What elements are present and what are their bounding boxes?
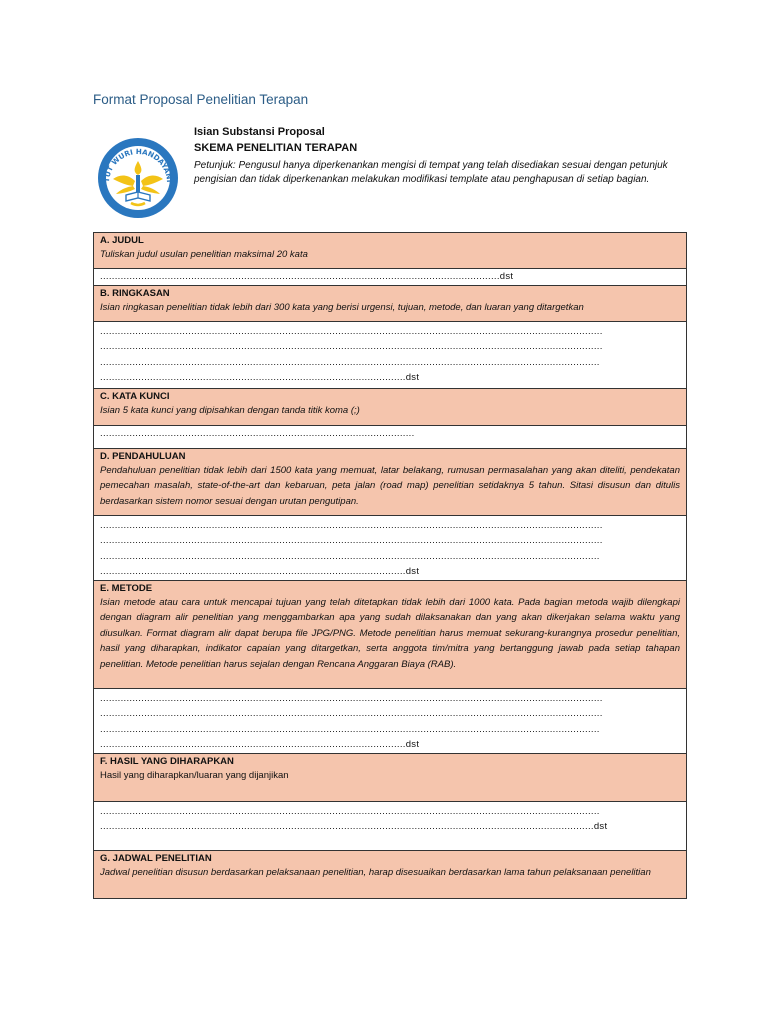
- section-hasil-fill[interactable]: [94, 801, 687, 850]
- section-pendahuluan: [94, 448, 687, 515]
- fill-line[interactable]: ...........................................................................................................................................................................: [100, 519, 603, 531]
- section-metode: [94, 580, 687, 688]
- fill-line[interactable]: ...........................................................................................................................................................................: [100, 708, 603, 719]
- section-title: E. METODE: [100, 582, 153, 594]
- document-title: Format Proposal Penelitian Terapan: [93, 92, 309, 107]
- form-scheme-title: SKEMA PENELITIAN TERAPAN: [194, 142, 358, 154]
- fill-line[interactable]: ........................................................................................................dst: [100, 566, 420, 577]
- section-ringkasan: [94, 285, 687, 321]
- section-title: A. JUDUL: [100, 235, 144, 246]
- section-hasil: [94, 753, 687, 801]
- fill-line[interactable]: ...........................................................................................................................................................................: [100, 341, 603, 352]
- section-jadwal: [94, 850, 687, 898]
- fill-line[interactable]: ...........................................................................................................: [100, 427, 415, 439]
- section-kata-kunci: [94, 388, 687, 425]
- section-title: G. JADWAL PENELITIAN: [100, 852, 212, 864]
- section-metode-fill[interactable]: [94, 688, 687, 753]
- section-instruction: Hasil yang diharapkan/luaran yang dijanjikan: [100, 769, 289, 781]
- form-subtitle: Isian Substansi Proposal: [194, 126, 325, 138]
- tut-wuri-handayani-logo: [95, 137, 181, 219]
- section-judul-fill[interactable]: [94, 269, 687, 286]
- section-judul: [94, 233, 687, 269]
- proposal-form-table: [93, 232, 687, 899]
- section-instruction: Isian 5 kata kunci yang dipisahkan dengan tanda titik koma (;): [100, 404, 360, 416]
- fill-line[interactable]: ..........................................................................................................................................................................: [100, 550, 600, 562]
- section-title: B. RINGKASAN: [100, 287, 170, 299]
- section-kata-kunci-fill[interactable]: [94, 425, 687, 448]
- section-pendahuluan-fill[interactable]: [94, 515, 687, 580]
- fill-line[interactable]: ...........................................................................................................................................................................: [100, 692, 603, 704]
- fill-line[interactable]: ..........................................................................................................................................................................: [100, 356, 600, 368]
- fill-line[interactable]: ........................................................................................................................................................................dst: [100, 821, 608, 832]
- fill-line[interactable]: ........................................................................................................dst: [100, 739, 420, 750]
- form-header: [194, 126, 689, 187]
- fill-line[interactable]: ...........................................................................................................................................................................: [100, 535, 603, 546]
- section-title: F. HASIL YANG DIHARAPKAN: [100, 755, 234, 767]
- section-instruction: Isian metode atau cara untuk mencapai tujuan yang telah ditetapkan tidak lebih dari 1000 kata. Pada bagian metoda wajib dilengkapi dengan diagram alir penelitian yang menggambarkan apa yang sudah dilaksanakan dan yang akan dikerjakan selama waktu yang diusulkan. Format diagram alir dapat berupa file JPG/PNG. Metode penelitian harus memuat sekurang-kurangnya prosedur penelitian, hasil yang diharapkan, indikator capaian yang ditargetkan, serta anggota tim/mitra yang bertanggung jawab pada setiap tahapan penelitian. Metode penelitian harus sejalan dengan Rencana Anggaran Biaya (RAB).: [100, 596, 680, 670]
- fill-line[interactable]: ..........................................................................................................................................................................: [100, 805, 600, 817]
- fill-line[interactable]: ...........................................................................................................................................................................: [100, 325, 603, 337]
- logo-motto-text: TUT WURI HANDAYANI: [101, 146, 175, 183]
- section-ringkasan-fill[interactable]: [94, 321, 687, 388]
- form-instructions: Petunjuk: Pengusul hanya diperkenankan mengisi di tempat yang telah disediakan sesuai dengan petunjuk pengisian dan tidak diperkenankan melakukan modifikasi template atau penghapusan di setiap bagian.: [194, 160, 668, 185]
- section-instruction: Tuliskan judul usulan penelitian maksimal 20 kata: [100, 249, 308, 260]
- section-title: C. KATA KUNCI: [100, 390, 170, 402]
- section-title: D. PENDAHULUAN: [100, 450, 186, 462]
- fill-line[interactable]: ..........................................................................................................................................................................: [100, 723, 600, 735]
- section-instruction: Pendahuluan penelitian tidak lebih dari 1500 kata yang memuat, latar belakang, rumusan permasalahan yang akan diteliti, pendekatan pemecahan masalah, state-of-the-art dan kebaruan, peta jalan (road map) penelitian setidaknya 5 tahun. Sitasi disusun dan ditulis berdasarkan sistem nomor sesuai dengan urutan pengutipan.: [100, 464, 680, 507]
- section-instruction: Jadwal penelitian disusun berdasarkan pelaksanaan penelitian, harap disesuaikan berdasarkan lama tahun pelaksanaan penelitian: [100, 866, 651, 878]
- fill-line[interactable]: ........................................................................................................................................dst: [100, 271, 514, 282]
- section-instruction: Isian ringkasan penelitian tidak lebih dari 300 kata yang berisi urgensi, tujuan, metode, dan luaran yang ditargetkan: [100, 301, 584, 313]
- fill-line[interactable]: ........................................................................................................dst: [100, 372, 420, 383]
